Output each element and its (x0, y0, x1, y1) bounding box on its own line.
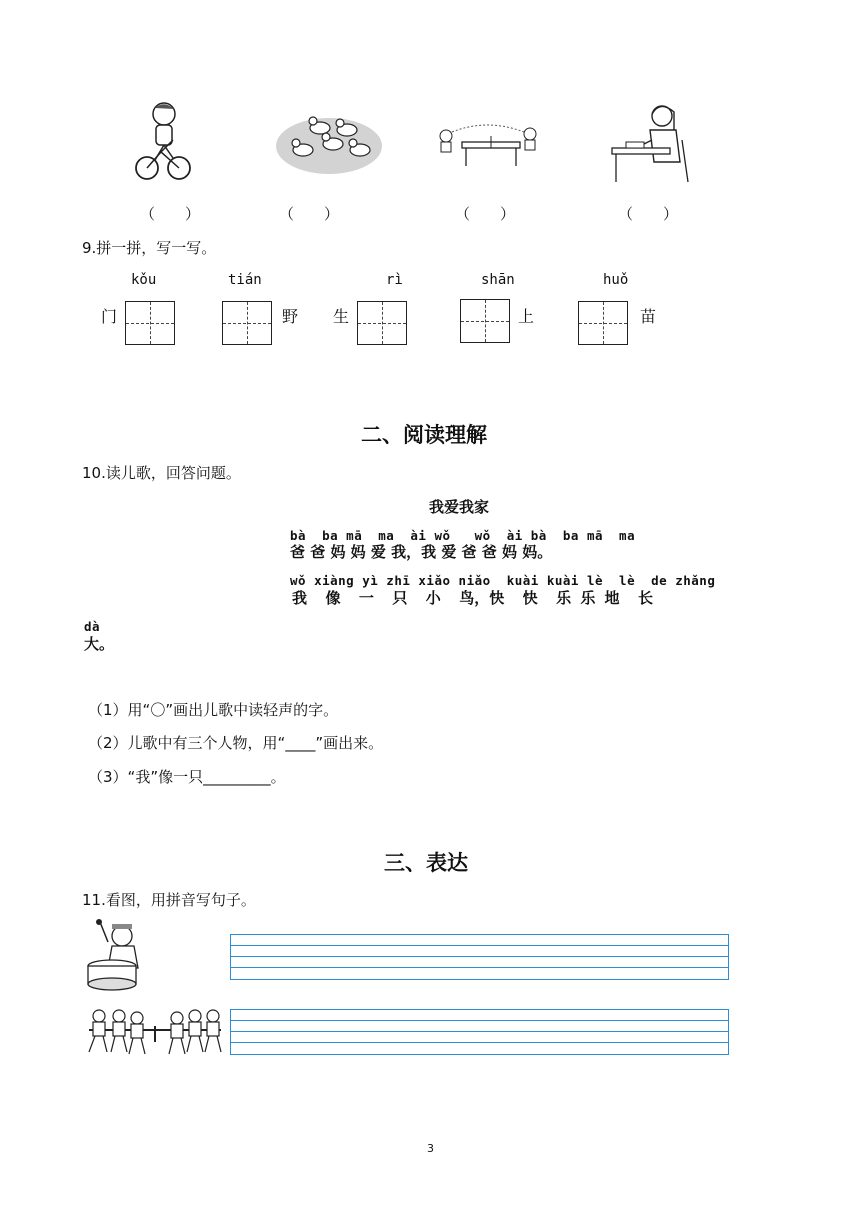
question-10-sub-2: （2）儿歌中有三个人物，用“____”画出来。 (88, 734, 384, 752)
question-9-title: 9.拼一拼，写一写。 (82, 239, 217, 257)
page-number: 3 (427, 1142, 434, 1155)
writing-lines-1[interactable] (230, 934, 729, 980)
table-tennis-icon (432, 122, 550, 172)
section-3-title: 三、表达 (384, 851, 468, 875)
pinyin-kou: kǒu (131, 272, 157, 288)
char-miao: 苗 (640, 307, 657, 326)
writing-grid-4[interactable] (460, 299, 510, 343)
question-11-title: 11.看图，用拼音写句子。 (82, 891, 256, 909)
char-ye: 野 (282, 307, 299, 326)
answer-blank-1[interactable]: （ ） (140, 205, 201, 223)
child-riding-bicycle-icon (133, 100, 193, 184)
section-2-title: 二、阅读理解 (361, 423, 487, 447)
writing-grid-1[interactable] (125, 301, 175, 345)
writing-lines-2[interactable] (230, 1009, 729, 1055)
char-men: 门 (101, 307, 118, 326)
poem-line-3: 大。 (84, 635, 115, 653)
writing-grid-3[interactable] (357, 301, 407, 345)
ducks-in-water-icon (275, 108, 383, 178)
char-shang: 上 (518, 307, 535, 326)
poem-line-2-pinyin: wǒ xiàng yì zhī xiǎo niǎo kuài kuài lè lè de zhǎng (290, 573, 716, 588)
child-playing-drum-icon (84, 918, 154, 994)
answer-blank-3[interactable]: （ ） (455, 205, 516, 223)
poem-line-1-pinyin: bà ba mā ma ài wǒ wǒ ài bà ba mā ma (290, 528, 636, 543)
pinyin-huo: huǒ (603, 272, 629, 288)
question-10-sub-3: （3）“我”像一只_________。 (88, 768, 286, 786)
writing-grid-2[interactable] (222, 301, 272, 345)
children-tug-of-war-icon (85, 1006, 225, 1058)
char-sheng: 生 (333, 307, 350, 326)
poem-line-2: 我 像 一 只 小 鸟，快 快 乐 乐 地 长 (292, 589, 654, 607)
writing-grid-5[interactable] (578, 301, 628, 345)
pinyin-tian: tián (228, 272, 262, 288)
question-10-sub-1: （1）用“〇”画出儿歌中读轻声的字。 (88, 701, 339, 719)
poem-line-3-pinyin: dà (84, 619, 101, 634)
answer-blank-4[interactable]: （ ） (618, 205, 679, 223)
pinyin-ri: rì (386, 272, 403, 288)
poem-title: 我爱我家 (429, 498, 490, 516)
woman-writing-icon (610, 100, 696, 184)
pinyin-shan: shān (481, 272, 515, 288)
poem-line-1: 爸 爸 妈 妈 爱 我，我 爱 爸 爸 妈 妈。 (290, 543, 553, 561)
question-10-title: 10.读儿歌，回答问题。 (82, 464, 241, 482)
answer-blank-2[interactable]: （ ） (279, 205, 340, 223)
